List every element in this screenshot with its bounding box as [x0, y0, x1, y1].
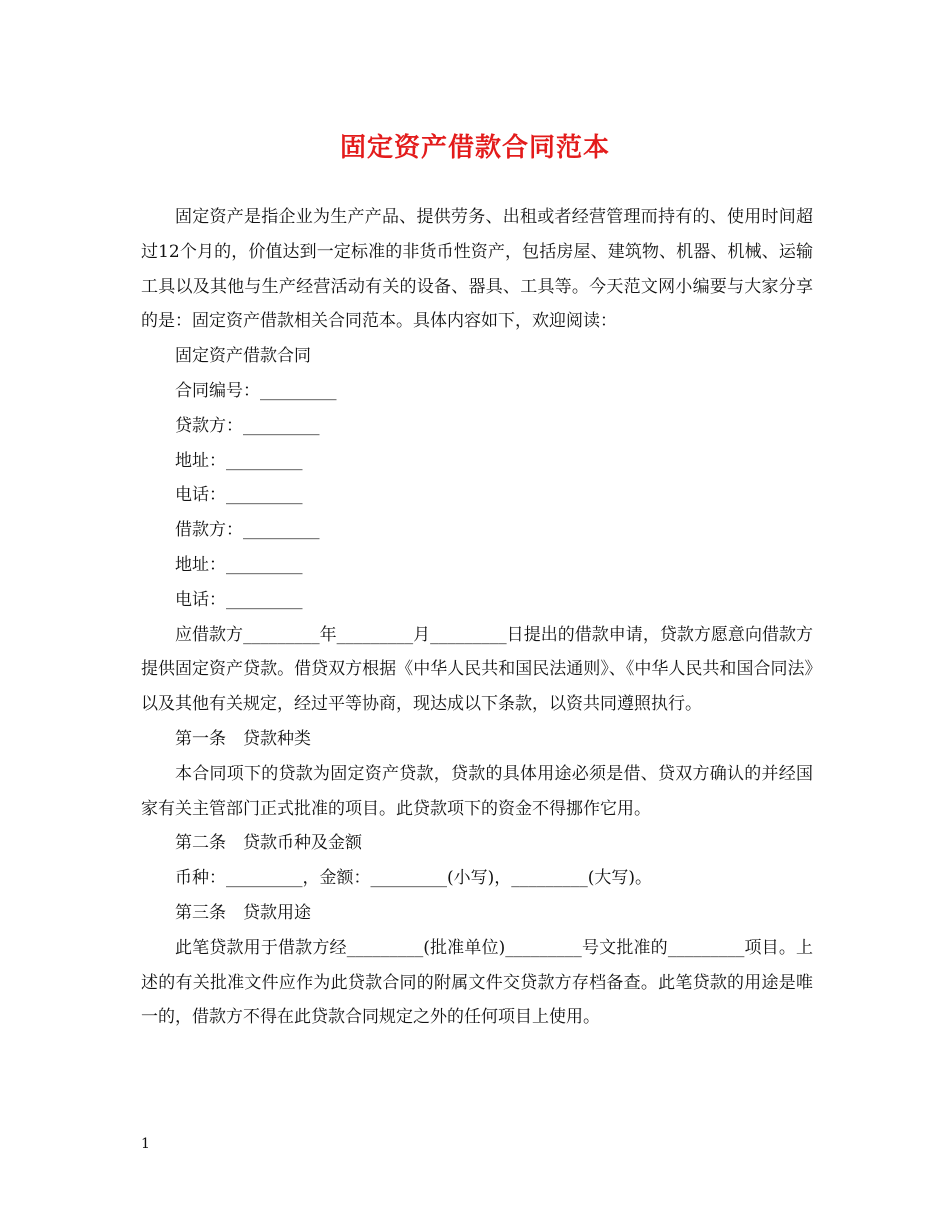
article-3-heading: 第三条 贷款用途 — [175, 902, 311, 923]
article-1-heading: 第一条 贷款种类 — [175, 728, 311, 749]
borrower-address-line: 地址：_________ — [175, 554, 303, 575]
document-body — [141, 200, 813, 1035]
contract-number-line: 合同编号：_________ — [175, 380, 337, 401]
intro-paragraph: 固定资产是指企业为生产产品、提供劳务、出租或者经营管理而持有的、使用时间超过12个月的，价值达到一定标准的非货币性资产，包括房屋、建筑物、机器、机械、运输工具以及其他与生产经营活动有关的设备、器具、工具等。今天范文网小编要与大家分享的是：固定资产借款相关合同范本。具体内容如下，欢迎阅读： — [141, 207, 813, 332]
document-title: 固定资产借款合同范本 — [339, 133, 610, 163]
contract-heading: 固定资产借款合同 — [175, 346, 311, 367]
preamble-paragraph: 应借款方_________年_________月_________日提出的借款申请，贷款方愿意向借款方提供固定资产贷款。借贷双方根据《中华人民共和国民法通则》、《中华人民共和国合同法》以及其他有关规定，经过平等协商，现达成以下条款，以资共同遵照执行。 — [141, 624, 813, 715]
lender-phone-line: 电话：_________ — [175, 485, 303, 506]
borrower-line: 借款方：_________ — [175, 520, 320, 541]
lender-address-line: 地址：_________ — [175, 450, 303, 471]
article-2-body: 币种：_________，金额：_________(小写)，_________(大写)。 — [175, 868, 653, 889]
article-3-body: 此笔贷款用于借款方经_________(批准单位)_________号文批准的_________项目。上述的有关批准文件应作为此贷款合同的附属文件交贷款方存档备查。此笔贷款的用途是唯一的，借款方不得在此贷款合同规定之外的任何项目上使用。 — [141, 937, 813, 1028]
article-2-heading: 第二条 贷款币种及金额 — [175, 833, 362, 854]
article-1-body: 本合同项下的贷款为固定资产贷款，贷款的具体用途必须是借、贷双方确认的并经国家有关主管部门正式批准的项目。此贷款项下的资金不得挪作它用。 — [141, 763, 813, 819]
lender-line: 贷款方：_________ — [175, 415, 320, 436]
page-number: 1 — [141, 1136, 150, 1152]
borrower-phone-line: 电话：_________ — [175, 589, 303, 610]
